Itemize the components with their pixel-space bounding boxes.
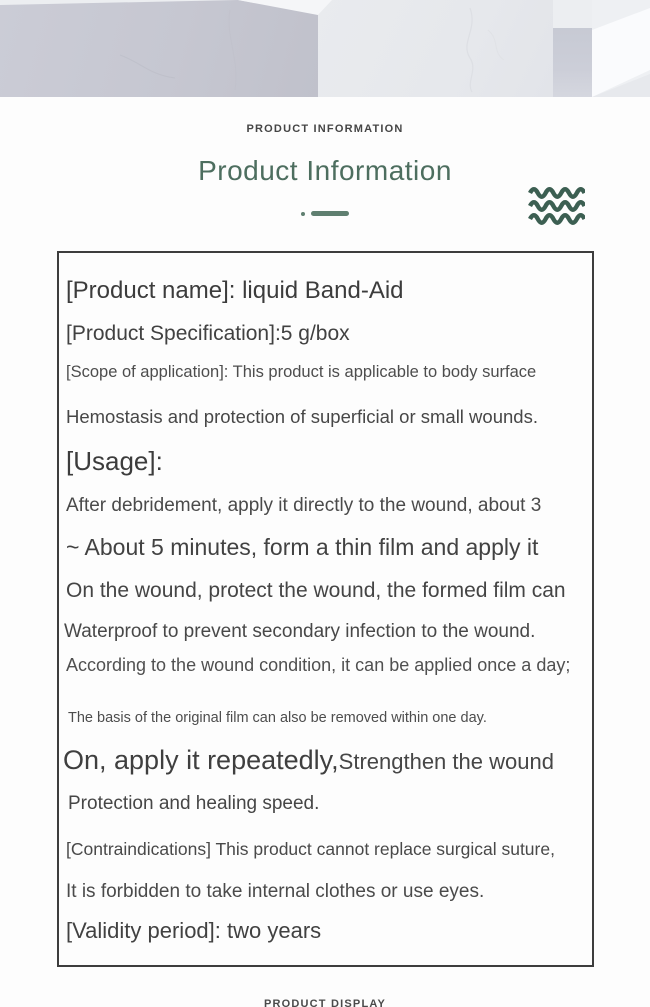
usage-emphasis-medium-text: Strengthen the wound — [338, 749, 554, 774]
usage-emphasis-line — [63, 745, 554, 776]
product-specification-line: [Product Specification]:5 g/box — [66, 322, 350, 345]
usage-line-4: Waterproof to prevent secondary infection to the wound. — [64, 621, 536, 642]
usage-line-6: The basis of the original film can also be removed within one day. — [68, 710, 487, 726]
marble-banner-image — [0, 0, 650, 97]
waves-icon — [527, 185, 585, 225]
marble-veins-decoration — [0, 0, 650, 97]
usage-line-3: On the wound, protect the wound, the formed film can — [66, 579, 566, 602]
page-title: Product Information — [198, 155, 452, 186]
product-info-box — [57, 251, 594, 967]
usage-line-2: ~ About 5 minutes, form a thin film and apply it — [66, 534, 539, 560]
usage-line-8: Protection and healing speed. — [68, 793, 320, 814]
contraindications-continuation-line: It is forbidden to take internal clothes or use eyes. — [66, 881, 485, 902]
next-section-eyebrow: PRODUCT DISPLAY — [263, 998, 387, 1007]
scope-of-application-line: [Scope of application]: This product is applicable to body surface — [66, 363, 537, 381]
scope-continuation-line: Hemostasis and protection of superficial or small wounds. — [66, 406, 538, 427]
divider-bar — [311, 211, 349, 216]
contraindications-line: [Contraindications] This product cannot replace surgical suture, — [66, 839, 555, 859]
usage-line-5: According to the wound condition, it can be applied once a day; — [66, 655, 571, 675]
usage-heading: [Usage]: — [66, 446, 163, 476]
usage-emphasis-large-text: On, apply it repeatedly, — [63, 745, 339, 775]
divider-dot — [301, 212, 305, 216]
validity-period-line: [Validity period]: two years — [66, 918, 322, 943]
product-name-line: [Product name]: liquid Band-Aid — [66, 277, 404, 304]
section-eyebrow: PRODUCT INFORMATION — [246, 123, 404, 135]
usage-line-1: After debridement, apply it directly to the wound, about 3 — [66, 495, 542, 516]
